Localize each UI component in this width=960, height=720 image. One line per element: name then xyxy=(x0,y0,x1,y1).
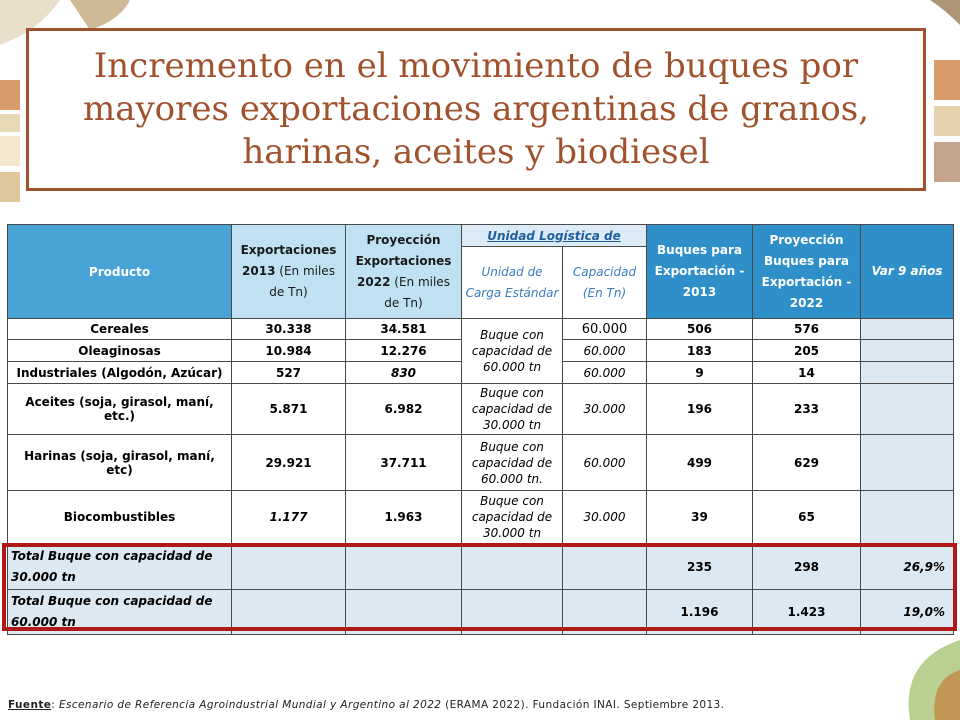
row-capacidad: 60.000 xyxy=(563,435,647,491)
row-buques2022: 629 xyxy=(753,435,861,491)
row-var xyxy=(861,491,954,544)
total-buques2022: 298 xyxy=(753,544,861,590)
total-buques2022: 1.423 xyxy=(753,590,861,635)
header-proyeccion-bold: Proyección Exportaciones 2022 xyxy=(355,232,452,289)
table-row xyxy=(8,384,954,435)
export-table xyxy=(7,224,954,635)
row-buques2013: 506 xyxy=(647,319,753,340)
row-buques2013: 9 xyxy=(647,362,753,384)
total-buques2013: 1.196 xyxy=(647,590,753,635)
row-proy2022: 6.982 xyxy=(346,384,462,435)
row-exp2013: 5.871 xyxy=(232,384,346,435)
row-proy2022: 12.276 xyxy=(346,340,462,362)
table-row xyxy=(8,319,954,340)
header-exportaciones-bold: Exportaciones 2013 xyxy=(240,243,337,278)
row-buques2013: 196 xyxy=(647,384,753,435)
footnote-label: Fuente xyxy=(8,699,52,711)
header-unidad-logistica: Unidad Logística de xyxy=(462,225,647,247)
header-buques-2013: Buques para Exportación - 2013 xyxy=(647,225,753,319)
row-producto: Cereales xyxy=(8,319,232,340)
row-buques2022: 205 xyxy=(753,340,861,362)
header-unidad-carga: Unidad de Carga Estándar xyxy=(462,247,563,319)
row-capacidad: 30.000 xyxy=(563,491,647,544)
header-var: Var 9 años xyxy=(861,225,954,319)
row-exp2013: 29.921 xyxy=(232,435,346,491)
total-empty xyxy=(462,590,563,635)
header-capacidad: Capacidad (En Tn) xyxy=(563,247,647,319)
row-proy2022: 37.711 xyxy=(346,435,462,491)
total-empty xyxy=(346,590,462,635)
decorative-bottom-right-swirl xyxy=(840,620,960,720)
row-var xyxy=(861,384,954,435)
row-buques2013: 183 xyxy=(647,340,753,362)
total-row xyxy=(8,590,954,635)
header-proyeccion xyxy=(346,225,462,319)
row-producto: Oleaginosas xyxy=(8,340,232,362)
row-capacidad: 30.000 xyxy=(563,384,647,435)
header-producto: Producto xyxy=(8,225,232,319)
row-exp2013: 30.338 xyxy=(232,319,346,340)
table-row xyxy=(8,435,954,491)
header-proy-buques-2022: Proyección Buques para Exportación - 2022 xyxy=(753,225,861,319)
table-row xyxy=(8,491,954,544)
total-empty xyxy=(232,590,346,635)
row-producto: Aceites (soja, girasol, maní, etc.) xyxy=(8,384,232,435)
total-empty xyxy=(462,544,563,590)
total-buques2013: 235 xyxy=(647,544,753,590)
footnote-rest: (ERAMA 2022). Fundación INAI. Septiembre 2013. xyxy=(441,699,725,711)
decorative-right-stripes xyxy=(930,60,960,190)
row-capacidad: 60.000 xyxy=(563,362,647,384)
row-exp2013: 1.177 xyxy=(232,491,346,544)
row-exp2013: 10.984 xyxy=(232,340,346,362)
row-buques2022: 576 xyxy=(753,319,861,340)
row-buques2022: 233 xyxy=(753,384,861,435)
total-row xyxy=(8,544,954,590)
header-exportaciones xyxy=(232,225,346,319)
row-buques2022: 65 xyxy=(753,491,861,544)
row-proy2022: 34.581 xyxy=(346,319,462,340)
row-unidad: Buque con capacidad de 30.000 tn xyxy=(462,384,563,435)
row-buques2013: 499 xyxy=(647,435,753,491)
row-capacidad: 60.000 xyxy=(563,340,647,362)
row-var xyxy=(861,362,954,384)
total-empty xyxy=(232,544,346,590)
row-proy2022: 1.963 xyxy=(346,491,462,544)
title-box xyxy=(26,28,926,191)
row-exp2013: 527 xyxy=(232,362,346,384)
row-var xyxy=(861,435,954,491)
header-proyeccion-unit: (En miles de Tn) xyxy=(384,274,450,310)
header-exportaciones-unit: (En miles de Tn) xyxy=(269,264,335,299)
table-header-row xyxy=(8,225,954,247)
row-unidad: Buque con capacidad de 60.000 tn. xyxy=(462,435,563,491)
total-label: Total Buque con capacidad de 30.000 tn xyxy=(8,544,232,590)
total-var: 19,0% xyxy=(861,590,954,635)
row-producto: Biocombustibles xyxy=(8,491,232,544)
total-var: 26,9% xyxy=(861,544,954,590)
slide-title: Incremento en el movimiento de buques por mayores exportaciones argentinas de granos, harinas, aceites y biodiesel xyxy=(82,46,870,172)
row-unidad-group: Buque con capacidad de 60.000 tn xyxy=(462,319,563,384)
row-proy2022: 830 xyxy=(346,362,462,384)
total-empty xyxy=(563,590,647,635)
row-var xyxy=(861,340,954,362)
row-producto: Harinas (soja, girasol, maní, etc) xyxy=(8,435,232,491)
total-empty xyxy=(563,544,647,590)
footnote-source: Escenario de Referencia Agroindustrial Mundial y Argentino al 2022 xyxy=(58,699,442,711)
row-unidad: Buque con capacidad de 30.000 tn xyxy=(462,491,563,544)
row-buques2013: 39 xyxy=(647,491,753,544)
total-empty xyxy=(346,544,462,590)
row-var xyxy=(861,319,954,340)
footnote: Fuente: Escenario de Referencia Agroindustrial Mundial y Argentino al 2022 (ERAMA 2022). Fundación INAI. Septiembre 2013. xyxy=(8,699,725,711)
total-label: Total Buque con capacidad de 60.000 tn xyxy=(8,590,232,635)
decorative-left-stripes xyxy=(0,80,22,210)
row-producto: Industriales (Algodón, Azúcar) xyxy=(8,362,232,384)
row-buques2022: 14 xyxy=(753,362,861,384)
row-capacidad: 60.000 xyxy=(563,319,647,340)
